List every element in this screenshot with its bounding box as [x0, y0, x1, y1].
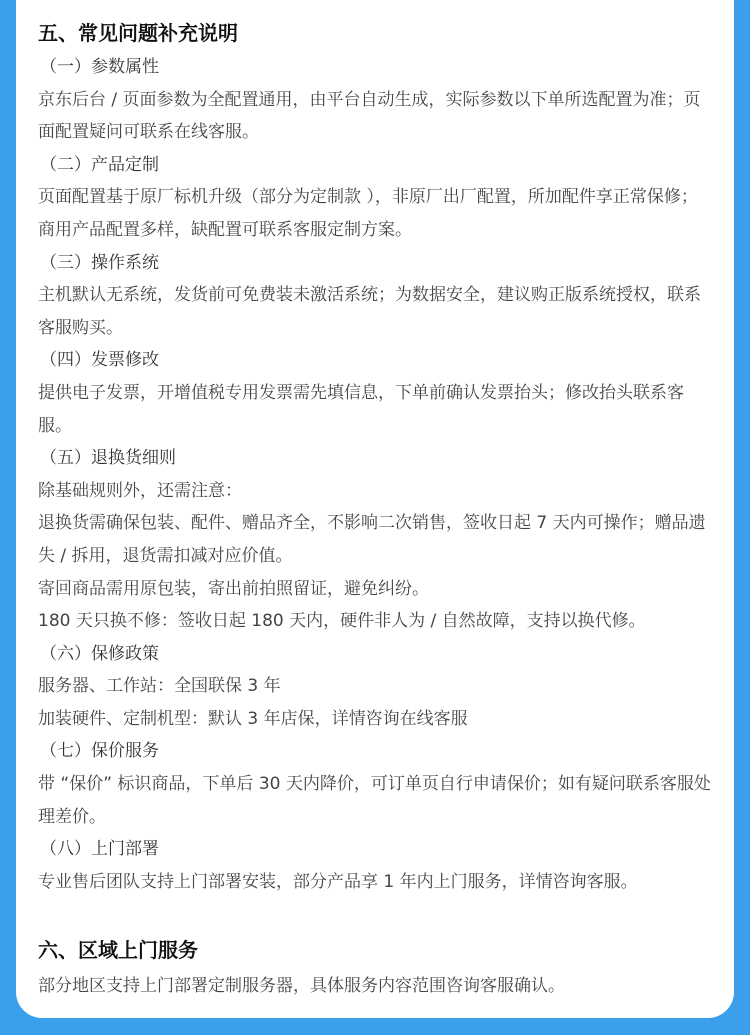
- faq-text: 京东后台 / 页面参数为全配置通用，由平台自动生成，实际参数以下单所选配置为准；页面配置疑问可联系在线客服。: [38, 89, 701, 143]
- faq-item-os: [38, 247, 714, 345]
- faq-heading: （六）保修政策: [40, 643, 159, 664]
- faq-text: 退换货需确保包装、配件、赠品齐全，不影响二次销售，签收日起 7 天内可操作；赠品遗失 / 拆用，退货需扣减对应价值。: [38, 513, 706, 566]
- faq-heading: （一）参数属性: [40, 57, 159, 77]
- faq-text: 专业售后团队支持上门部署安装，部分产品享 1 年内上门服务，详情咨询客服。: [38, 871, 638, 892]
- faq-item-warranty: [38, 638, 714, 736]
- section-title-faq: 五、常见问题补充说明: [38, 21, 238, 45]
- faq-text: 除基础规则外，还需注意：: [38, 480, 242, 501]
- faq-text: 寄回商品需用原包装，寄出前拍照留证，避免纠纷。: [38, 578, 429, 599]
- faq-text: 带 “保价” 标识商品，下单后 30 天内降价，可订单页自行申请保价；如有疑问联系客服处理差价。: [38, 774, 711, 827]
- faq-heading: （四）发票修改: [40, 350, 159, 371]
- faq-heading: （二）产品定制: [40, 154, 159, 175]
- faq-item-customization: [38, 149, 714, 247]
- faq-heading: （三）操作系统: [40, 252, 159, 273]
- regional-service-text: 部分地区支持上门部署定制服务器，具体服务内容范围咨询客服确认。: [38, 976, 565, 997]
- faq-item-price-protection: [38, 735, 714, 833]
- faq-item-params: [38, 51, 714, 149]
- faq-heading: （八）上门部署: [40, 839, 159, 860]
- faq-item-invoice: [38, 344, 714, 442]
- faq-text: 180 天只换不修：签收日起 180 天内，硬件非人为 / 自然故障，支持以换代修。: [38, 611, 646, 632]
- content-card: [16, 0, 734, 1018]
- faq-text: 页面配置基于原厂标机升级（部分为定制款 ），非原厂出厂配置，所加配件享正常保修；商用产品配置多样，缺配置可联系客服定制方案。: [38, 187, 698, 240]
- faq-heading: （七）保价服务: [40, 741, 159, 762]
- faq-item-onsite: [38, 833, 714, 898]
- faq-text: 服务器、工作站：全国联保 3 年: [38, 676, 281, 697]
- faq-text: 主机默认无系统，发货前可免费装未激活系统；为数据安全，建议购正版系统授权，联系客服购买。: [38, 285, 701, 338]
- section-title-regional-service: 六、区域上门服务: [38, 938, 198, 963]
- faq-text: 提供电子发票，开增值税专用发票需先填信息，下单前确认发票抬头；修改抬头联系客服。: [38, 382, 684, 436]
- faq-text: 加装硬件、定制机型：默认 3 年店保，详情咨询在线客服: [38, 708, 468, 729]
- faq-heading: （五）退换货细则: [40, 448, 176, 469]
- faq-item-returns: [38, 442, 714, 638]
